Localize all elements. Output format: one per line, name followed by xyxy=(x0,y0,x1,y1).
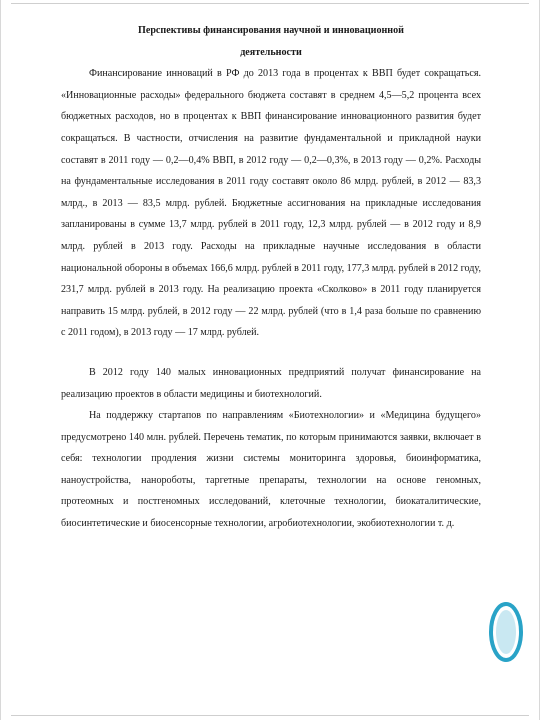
document-title: Перспективы финансирования научной и инновационной деятельности xyxy=(137,25,404,58)
paragraph-funding: Финансирование инноваций в РФ до 2013 года в процентах к ВВП будет сокращаться. «Инновационные расходы» федерального бюджета составят в среднем 4,5—5,2 процента всех бюджетных расходов, но в процентах к ВВП финансирование инновационного развития будет сокращаться. В частности, отчисления на развитие фундаментальной и прикладной науки составят в 2011 году — 0,2—0,4% ВВП, в 2012 году — 0,2—0,3%, в 2013 году — 0,2%. Расходы на фундаментальные исследования в 2011 году составят около 86 млрд. рублей, в 2012 — 83,3 млрд., в 2013 — 83,5 млрд. рублей. Бюджетные ассигнования на прикладные исследования запланированы в сумме 13,7 млрд. рублей в 2011 году, 12,3 млрд. рублей — в 2012 году и 8,9 млрд. рублей в 2013 году. Расходы на прикладные научные исследования в области национальной обороны в объемах 166,6 млрд. рублей в 2011 году, 177,3 млрд. рублей в 2012 году, 231,7 млрд. рублей в 2013 году. На реализацию проекта «Сколково» в 2011 году планируется направить 15 млрд. рублей, в 2012 году — 22 млрд. рублей (что в 1,4 раза больше по сравнению с 2011 годом), в 2013 году — 17 млрд. рублей. xyxy=(61,68,481,339)
top-rule xyxy=(11,3,529,4)
ring-inner xyxy=(496,610,516,654)
paragraph-gap xyxy=(61,344,481,362)
bottom-rule xyxy=(11,715,529,716)
decorative-ring-icon xyxy=(487,600,525,664)
document-body xyxy=(61,20,481,535)
paragraph-startups: На поддержку стартапов по направлениям «Биотехнологии» и «Медицина будущего» предусмотрено 140 млн. рублей. Перечень тематик, по которым принимаются заявки, включает в себя: технологии продления жизни системы мониторинга здоровья, биоинформатика, наноустройства, нанороботы, таргетные препараты, технологии на основе геномных, протеомных и постгеномных исследований, клеточные технологии, биокаталитические, биосинтетические и биосенсорные технологии, агробиотехнологии, экобиотехнологии т. д. xyxy=(61,410,481,530)
paragraph-small-enterprises: В 2012 году 140 малых инновационных предприятий получат финансирование на реализацию проектов в области медицины и биотехнологий. xyxy=(61,366,481,400)
